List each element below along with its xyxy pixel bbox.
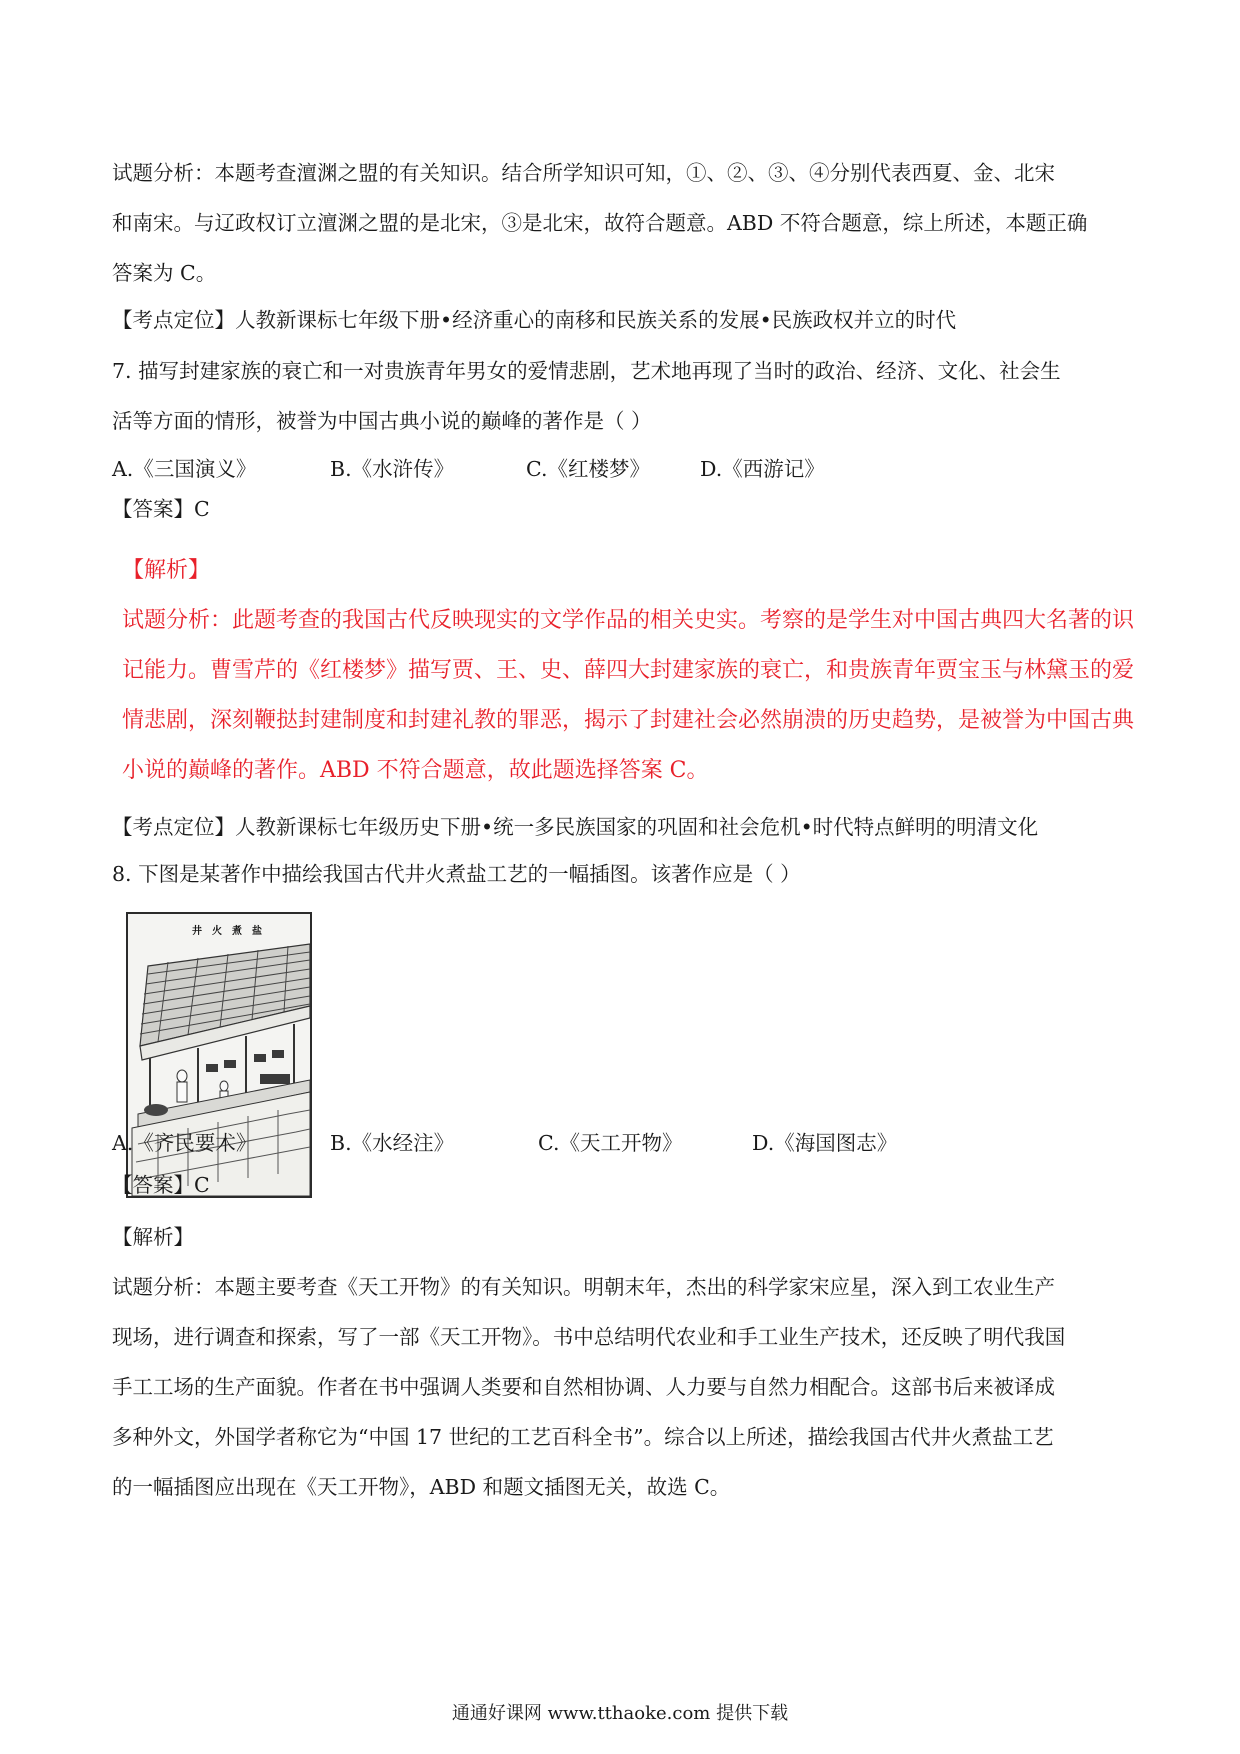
q8-jiexi-label: 【解析】 [112,1225,194,1249]
q7-kaodian: 【考点定位】人教新课标七年级历史下册•统一多民族国家的巩固和社会危机•时代特点鲜明的明清文化 [112,815,1039,839]
q7-stem-line-2: 活等方面的情形，被誉为中国古典小说的巅峰的著作是（ ） [112,409,652,433]
q6-kaodian: 【考点定位】人教新课标七年级下册•经济重心的南移和民族关系的发展•民族政权并立的时代 [112,308,957,332]
q8-option-d: D.《海国图志》 [752,1131,898,1155]
q7-analysis-line-3: 情悲剧，深刻鞭挞封建制度和封建礼教的罪恶，揭示了封建社会必然崩溃的历史趋势，是被誉为中国古典 [122,708,1135,733]
q7-option-b: B.《水浒传》 [330,457,455,481]
q7-analysis-line-1: 试题分析：此题考查的我国古代反映现实的文学作品的相关史实。考察的是学生对中国古典四大名著的识 [122,608,1135,633]
q8-stem: 8. 下图是某著作中描绘我国古代井火煮盐工艺的一幅插图。该著作应是（ ） [112,862,801,886]
q8-option-c: C.《天工开物》 [538,1131,683,1155]
q6-analysis-line-2: 和南宋。与辽政权订立澶渊之盟的是北宋，③是北宋，故符合题意。ABD 不符合题意，综上所述，本题正确 [112,211,1088,235]
q7-analysis-line-4: 小说的巅峰的著作。ABD 不符合题意，故此题选择答案 C。 [122,758,709,783]
q8-analysis-line-2: 现场，进行调查和探索，写了一部《天工开物》。书中总结明代农业和手工业生产技术，还反映了明代我国 [112,1325,1066,1349]
page-footer: 通通好课网 www.tthaoke.com 提供下载 [451,1703,789,1724]
q7-option-a: A.《三国演义》 [112,457,257,481]
q8-answer: 【答案】C [112,1173,210,1197]
q6-analysis-line-1: 试题分析：本题考查澶渊之盟的有关知识。结合所学知识可知，①、②、③、④分别代表西夏、金、北宋 [112,161,1055,185]
q8-option-a: A.《齐民要术》 [112,1131,257,1155]
q8-option-b: B.《水经注》 [330,1131,455,1155]
q7-option-c: C.《红楼梦》 [526,457,650,481]
q8-analysis-line-4: 多种外文，外国学者称它为“中国 17 世纪的工艺百科全书”。综合以上所述，描绘我国古代井火煮盐工艺 [112,1425,1054,1449]
q7-option-d: D.《西游记》 [700,457,825,481]
q7-answer: 【答案】C [112,497,210,521]
q7-analysis-line-2: 记能力。曹雪芹的《红楼梦》描写贾、王、史、薛四大封建家族的衰亡，和贵族青年贾宝玉与林黛玉的爱 [122,658,1135,683]
q7-stem-line-1: 7. 描写封建家族的衰亡和一对贵族青年男女的爱情悲剧，艺术地再现了当时的政治、经济、文化、社会生 [112,359,1061,383]
q8-analysis-line-5: 的一幅插图应出现在《天工开物》，ABD 和题文插图无关，故选 C。 [112,1475,731,1499]
q8-analysis-line-3: 手工工场的生产面貌。作者在书中强调人类要和自然相协调、人力要与自然力相配合。这部书后来被译成 [112,1375,1055,1399]
q7-jiexi-label: 【解析】 [122,558,211,583]
figure-title: 井火煮盐 [192,926,272,937]
q6-analysis-line-3: 答案为 C。 [112,261,217,285]
q8-analysis-line-1: 试题分析：本题主要考查《天工开物》的有关知识。明朝末年，杰出的科学家宋应星，深入到工农业生产 [112,1275,1055,1299]
